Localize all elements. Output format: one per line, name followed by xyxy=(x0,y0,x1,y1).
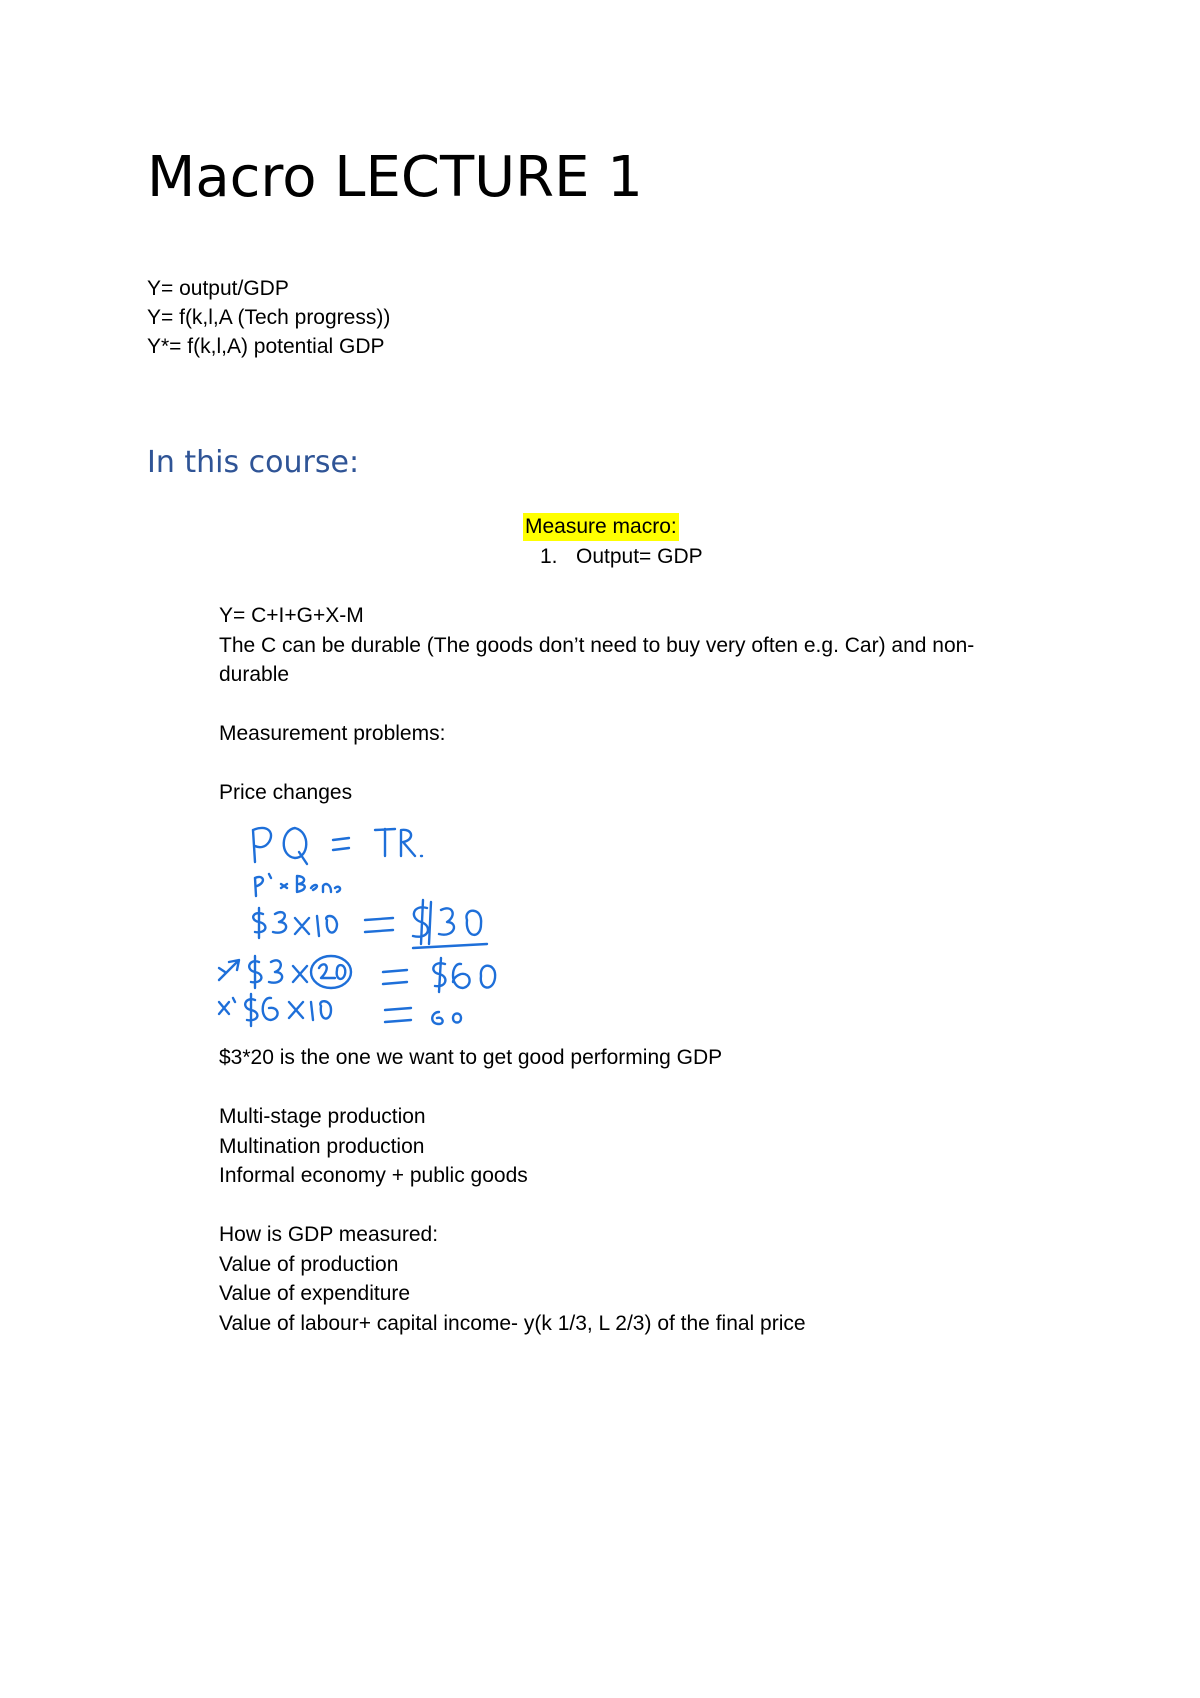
intro-line: Y*= f(k,l,A) potential GDP xyxy=(147,335,385,358)
body-line: How is GDP measured: xyxy=(219,1223,439,1246)
body-line: The C can be durable (The goods don’t need to buy very often e.g. Car) and non- xyxy=(219,633,975,657)
section-heading: In this course: xyxy=(147,445,360,480)
intro-line: Y= f(k,l,A (Tech progress)) xyxy=(147,306,391,329)
list-number: 1. xyxy=(540,545,558,568)
document-title: Macro LECTURE 1 xyxy=(147,145,643,210)
body-line: Value of production xyxy=(219,1252,399,1276)
blank-line xyxy=(219,749,974,779)
body-line: Multi-stage production xyxy=(219,1105,426,1128)
highlighted-text: Measure macro: xyxy=(523,513,679,541)
handwritten-note-drawing xyxy=(215,812,555,1037)
intro-equations xyxy=(147,274,390,361)
body-text-block-1 xyxy=(219,601,974,808)
body-text-block-2 xyxy=(219,1043,806,1338)
intro-line: Y= output/GDP xyxy=(147,277,289,300)
body-line: Price changes xyxy=(219,781,353,804)
body-line: Measurement problems: xyxy=(219,722,446,745)
body-line: Y= C+I+G+X-M xyxy=(219,604,364,627)
numbered-list-item xyxy=(540,543,703,571)
body-line: $3*20 is the one we want to get good performing GDP xyxy=(219,1046,723,1069)
body-line: Informal economy + public goods xyxy=(219,1164,528,1187)
body-line: durable xyxy=(219,663,290,686)
blank-line xyxy=(219,690,974,720)
body-line: Value of expenditure xyxy=(219,1282,411,1305)
blank-line xyxy=(219,1191,806,1221)
blank-line xyxy=(219,1073,806,1103)
list-text: Output= GDP xyxy=(576,545,703,568)
body-line: Value of labour+ capital income- y(k 1/3, L 2/3) of the final price xyxy=(219,1311,806,1335)
body-line: Multination production xyxy=(219,1134,425,1158)
